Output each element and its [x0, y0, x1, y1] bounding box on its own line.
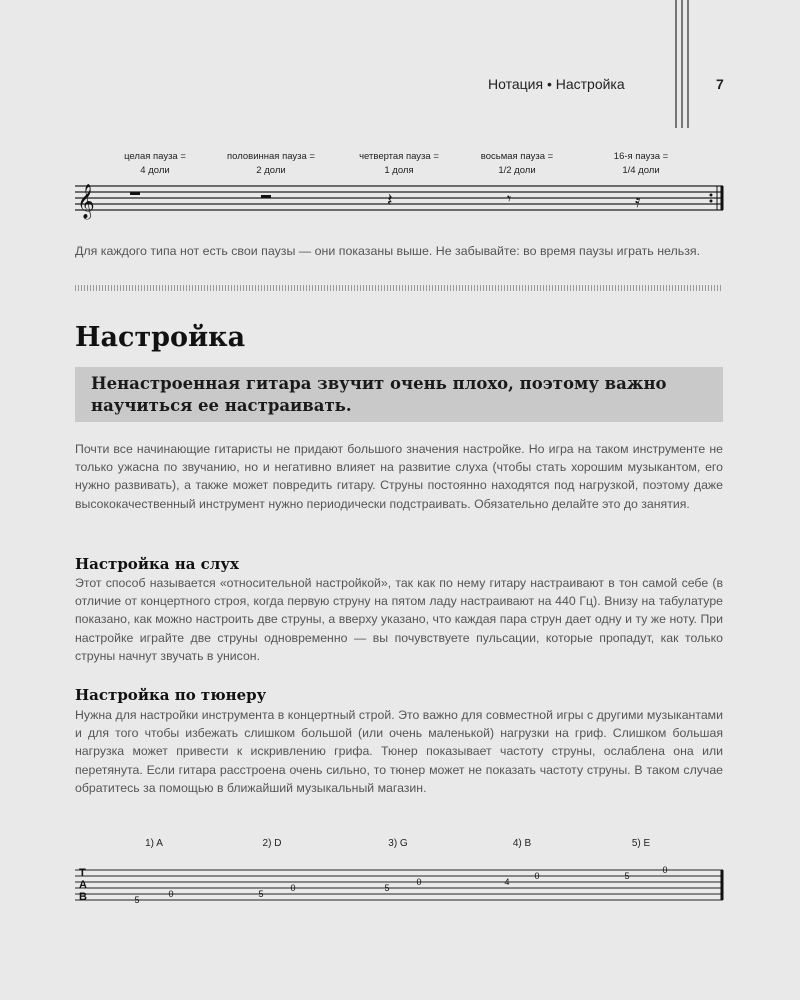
rest-label-sixteenth: 16-я пауза = 1/4 доли	[613, 151, 669, 176]
tab-fret: 4	[504, 877, 510, 887]
subheading-by-ear: Настройка на слух	[75, 555, 239, 573]
tab-label-e: 5) E	[631, 838, 651, 849]
tab-fret: 0	[168, 889, 174, 899]
tab-clef-b: B	[79, 891, 87, 903]
rest-label-whole: целая пауза = 4 доли	[124, 151, 186, 176]
tuner-paragraph: Нужна для настройки инструмента в концертный строй. Это важно для совместной игры с другими музыкантами и для того чтобы избежать слишком большой (или очень маленькой) нагрузки на гриф. Слишком большая нагрузка может привести к искривлению грифа. Тюнер показывает частоту струны, ослаблена она или перетянута. Если гитара расстроена очень сильно, то тюнер может не показать частоту струны. В таком случае обратитесь за помощью в ближайший музыкальный магазин.	[75, 708, 723, 795]
lead-box	[75, 367, 723, 422]
tab-fret: 0	[534, 871, 540, 881]
tab-clef-a: A	[79, 879, 87, 891]
lead-text: Ненастроенная гитара звучит очень плохо, поэтому важно научиться ее настраивать.	[91, 374, 667, 415]
staff-lines	[75, 186, 723, 210]
intro-paragraph: Почти все начинающие гитаристы не придают большого значения настройке. Но игра на таком инструменте не только ужасна по звучанию, но и негативно влияет на развитие слуха (чтобы стать хорошим музыкантом, его нужно развивать), а также может повредить гитару. Струны постоянно находятся под нагрузкой, поэтому даже высококачественный инструмент нужно периодически подстраивать. Обязательно делайте это до занятия.	[75, 442, 723, 511]
section-title: Настройка	[75, 322, 246, 353]
tab-labels	[145, 838, 650, 849]
margin-line-1	[675, 0, 677, 128]
rest-label-quarter: четвертая пауза = 1 доля	[359, 151, 439, 176]
tuning-tablature	[75, 836, 725, 906]
half-rest-icon	[261, 195, 271, 198]
rests-caption: Для каждого типа нот есть свои паузы — они показаны выше. Не забывайте: во время паузы играть нельзя.	[75, 244, 701, 259]
margin-line-3	[687, 0, 689, 128]
running-header: Нотация • Настройка	[488, 76, 625, 92]
tab-label-d: 2) D	[262, 838, 282, 849]
tab-fret: 5	[384, 883, 390, 893]
tab-label-a: 1) A	[145, 838, 163, 849]
tab-label-g: 3) G	[388, 838, 408, 849]
whole-rest-icon	[130, 192, 140, 195]
tab-clef	[79, 867, 87, 903]
tab-fret: 0	[290, 883, 296, 893]
rest-labels	[0, 150, 800, 180]
page-number: 7	[716, 76, 724, 92]
repeat-dot-top	[710, 194, 713, 197]
by-ear-paragraph: Этот способ называется «относительной настройкой», так как по нему гитару настраивают в тон самой себе (в отличие от концертного строя, когда первую струну на пятом ладу настраивают на 440 Гц). Внизу на табулатуре показано, как можно настроить две струны, а вверху указано, что каждая пара струн дает одну и ту же ноту. При настройке играйте две струны одновременно — вы почувствуете пульсации, которые пропадут, как только струны начнут звучать в унисон.	[75, 576, 723, 663]
tab-fret: 0	[662, 865, 668, 875]
tab-clef-t: T	[79, 867, 86, 879]
subheading-tuner: Настройка по тюнеру	[75, 686, 267, 704]
quarter-rest-icon: 𝄽	[387, 190, 393, 210]
rests-staff	[75, 180, 725, 220]
tab-fret: 0	[416, 877, 422, 887]
treble-clef-icon: 𝄞	[77, 184, 95, 219]
margin-line-2	[681, 0, 683, 128]
repeat-dot-bottom	[710, 200, 713, 203]
tab-fret: 5	[624, 871, 630, 881]
section-divider	[75, 285, 723, 291]
tab-fret: 5	[258, 889, 264, 899]
tab-frets	[134, 865, 667, 905]
tab-label-b: 4) B	[512, 838, 532, 849]
rest-label-eighth: восьмая пауза = 1/2 доли	[480, 151, 554, 176]
rest-label-half: половинная пауза = 2 доли	[227, 151, 315, 176]
eighth-rest-icon: 𝄾	[507, 191, 512, 208]
sixteenth-rest-icon: 𝄿	[635, 191, 641, 211]
tab-fret: 5	[134, 895, 140, 905]
